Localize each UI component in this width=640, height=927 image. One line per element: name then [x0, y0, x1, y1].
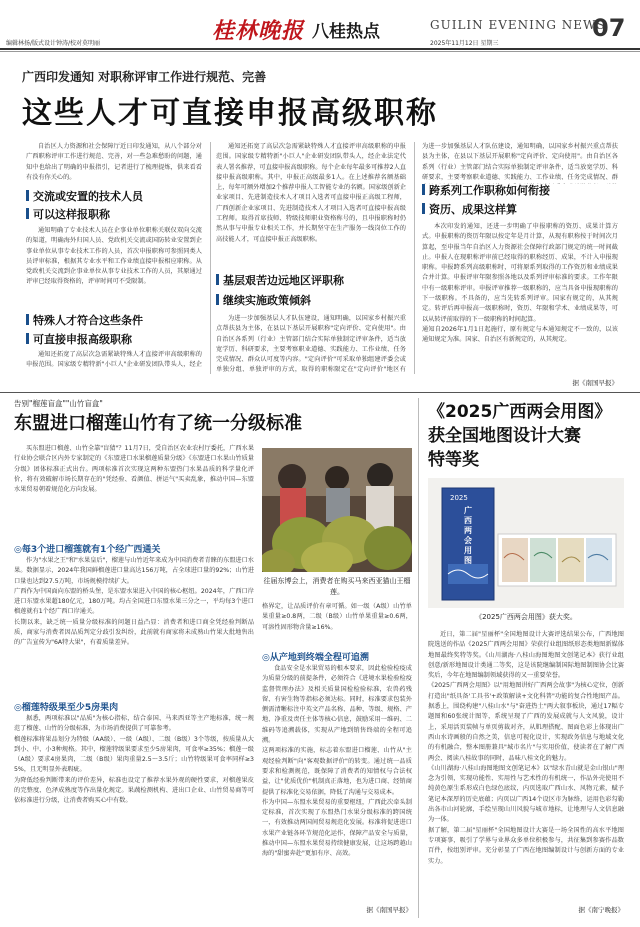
map-book-photo — [428, 478, 624, 608]
a1-para-d: 本次印发的通知，还进一步明确了申报职称的资历、成果计算方式。申报职称的资历年限以按定年是月计算，从现有职称按于时间次月算起，至申报当年自治区人力资源社会保障行政部门规定的统一时间截止。申报人在现职称评审前已经取得的职称经历、成果，不计入申报现职称。申报跨系列高级职称时，可将原系列取得的工作资历和业绩成果合并计算。申报评审年限参照各地以及系列评审标准的要求。工作年限中有一级职称评审。申报评审推荐一级职称的，应当具备申报现职称的下一级职称。不具备的，应当先转系列评审。国家有规定的，从其规定。转评后再申报高一级职称时，资历、年限和学术、业绩成果等，可以从转评前取得的下一级职称的时间起算。 通知自2026年1月1日起施行，原有规定与本通知规定不一致的，以该通知规定为准。国家、自治区有新规定的，从其规定。 — [422, 223, 618, 344]
section-title: 八桂热点 — [312, 22, 380, 42]
a2-para-2: 作为"水果之王"和"水果皇后"，榴莲与山竹近年来成为中国消费者青睐的东盟进口水果。数据显示，2024年我国鲜榴莲进口量高达156万吨，占全球进口量的92%；山竹进口量也达到27.5万吨，市场规模持续扩大。 广西作为中国面向东盟的桥头堡，是东盟水果进入中国的核心枢纽。2024年，广西口岸进口东盟水果超180亿元，180万吨。均占全国进口东盟水果三分之一，平均每3个进口榴莲就有1个经广西口岸通关。 长期以来，缺乏统一质量分级标准的问题日益凸显：消费者和进口商全凭经验判断品质，商家与消费者因品质判定分歧引发纠纷，此前就有商家将未成熟山竹果大批地售出的广告宣传为"6A特大果"，有着质量差异。 — [14, 557, 254, 647]
a1-para-b-start: 通知还拓宽了高层次急需紧缺特殊人才直接评审高级职称的申报范围。国家级专精特新"小巨人"企业研发团队带头人，经企 — [26, 351, 202, 369]
a1-headline: 这些人才可直接申报高级职称 — [22, 96, 438, 131]
a1-subhead-a2: 可以这样报职称 — [26, 206, 202, 223]
a1-subhead-d: 跨系列工作职称如何衔接 — [422, 182, 618, 199]
a2-kicker: 告别"榴莲盲盒""山竹盲盒" — [14, 399, 103, 408]
a2-subhead-3: ◎从产地到终端全程可追溯 — [262, 653, 369, 663]
map-book-caption: 《2025广西两会用图》获大奖。 — [475, 613, 577, 621]
header-rule — [0, 48, 640, 50]
column-divider — [418, 398, 419, 918]
a1-subhead-b: 特殊人才符合这些条件 — [26, 312, 202, 329]
a1-lead: 自治区人力资源和社会保障厅近日印发通知，从八个部分对广西职称评审工作进行规范、完善，对一些急难愁盼的问题，通知中也给出了明确的申报指引，记者进行了梳理提炼，供来看看有没有你关心的。 — [26, 143, 202, 181]
a2-subhead-1: ◎每3个进口榴莲就有1个经广西通关 — [14, 545, 161, 555]
a2-para-1: 买东盟进口榴莲、山竹全靠"盲猜"？11月7日，受自治区农业农村厅委托，广西水果行业协会联合区内外专家制定的《东盟进口水果榴莲质量分级》《东盟进口水果山竹质量分级》团体标准正式出台。两项标准首次实现这两种东盟热门水果品质的科学量化评价，将有效破解市场长期存在的"凭经验、看颜值、拼运气"买卖乱象，推动中国—东盟水果贸易朝着规范化方向发展。 — [14, 445, 254, 494]
a3-headline-1: 《2025广西两会用图》 — [428, 402, 612, 422]
a3-headline-3: 特等奖 — [428, 450, 479, 470]
a1-para-a: 通知明确了专业技术人员在企事业单位职称关联仅双向交流的渠道，明确海外归国人员、党政机关交流或国防转业安置到企事业单位从事专业技术工作的人员，首次申报职称可参照同类人员评审标准，根据其专业水平和工作业绩直接申报相应职称。从党政机关交流到企事业单位从事专业技术工作的人员，其原通过评审已经取得资格的，评审时间可不受限制。 — [26, 227, 202, 286]
a1-para-c-cont: 为进一步加强基层人才队伍建设，通知明确，以国家乡村振兴重点帮扶县为主体，在县以下基层开展职称"定向评价、定向使用"。由自治区各系列（行业）主管部门结合实际单独制定评审条件，适当放宽学历、科研要求，主要考察职业道德、实践能力、工作业绩、任务完成情况、群 — [422, 143, 618, 181]
a1-para-c: 为进一步加强基层人才队伍建设，通知明确，以国家乡村振兴重点帮扶县为主体，在县以下基层开展职称"定向评价、定向使用"。由自治区各系列（行业）主管部门结合实际单独制定评审条件，适当放宽学历、科研要求，主要考察职业道德、实践能力、工作业绩、任务完成情况、群众认可度等内容。"定向评价"可采取单独组建评委会或单独分组、单独评审的方式，取得的职称限定在"定向评价"地区有 — [216, 315, 406, 374]
a3-source: 据《南宁晚报》 — [578, 906, 624, 914]
a1-subhead-c: 基层艰苦边远地区评职称 — [216, 272, 406, 289]
a1-subhead-b2: 可直接申报高级职称 — [26, 331, 202, 348]
durian-caption: 往届东博会上，消费者在购买马来西亚猫山王榴莲。 — [263, 577, 411, 596]
english-title: GUILIN EVENING NEWS — [430, 18, 606, 32]
a2-headline: 东盟进口榴莲山竹有了统一分级标准 — [14, 413, 302, 434]
a1-subhead-d2: 资历、成果这样算 — [422, 201, 618, 218]
book-cover-title: 广西两会用图 — [464, 506, 472, 565]
durian-photo — [262, 448, 412, 572]
column-divider — [414, 142, 415, 374]
a1-source: 据《南国早报》 — [572, 379, 618, 387]
a2-para-4: 格界定，让品质评价有章可循。如一级（A级）山竹单果重量≥0.8两，二级（B级）山竹单果重量≥0.6两，可溶性固形物含量≥16%。 — [262, 603, 412, 631]
book-year: 2025 — [450, 494, 468, 502]
header-meta: 编辑林扬/版式设计钟涛/校对莫明丽 — [6, 40, 101, 47]
a2-para-5: 食品安全是水果贸易的根本要求，因此检验检疫成为质量分级的前提条件，必须符合《进境水果检验检疫监督管理办法》及相关质量国检检验标准，农兽药残留、有害生物等指标必须达标。同时，标准要求包装外侧需清晰标注中英文产品名称、品种、等级、规格、产地、净重及责任主体等核心信息，鼓励采用一维码、二维码等追溯载体，实现从产地到销售终端的全程可追溯。 这两项标准的实施，标志着东盟进口榴莲、山竹从"主观经验判断"向"客观数据评价"的转变。通过统一品质要求和检测规范，既保障了消费者的知情权与合法权益，让"优质优价"机制真正落地，也为进口商、经销商提供了标准化交易依据，降低了沟通与交易成本。 作为中国—东盟水果贸易的重要枢纽，广西此次牵头制定标准，首次实现了东盟热门水果分级标准的跨国统一，有效推动两国间贸易规范化发展。标准将促进进口水果产业链各环节规范化运作，保障产品安全与质量，推动中国—东盟水果贸易持续健康发展，让这场跨越山海的"甜蜜奔赴"更加有序、高效。 — [262, 665, 412, 858]
a2-para-3: 据悉，两项标准以"品质"为核心指标，结合泰国、马来西亚等主产地标准，统一规范了榴莲、山竹的分级标准，为市场消费提供了可靠参考。 榴莲标准将果品划分为特级（AA级）、一级（A级）、二级（B级）3个等级，按质量从大到小、中、小3种规格。其中，榴莲特级果要求至少5房果肉，可食率≥35%；榴莲一级（A级）要求4房果肉，二级（B级）果肉重量2.5～3.5斤；山竹特级果可食率同样≥35%，且无明显外表瑕疵。 为降低经验判断带来的评价差异，标准也设定了推荐水果外观的硬性要求，对榴莲果皮的完整度、色泽成熟度等作出量化规定。果蔬检测机构、进出口企业、山竹贸易商等可依标准进行分级，让消费者购买心中有数。 — [14, 715, 254, 805]
a1-subhead-c2: 继续实施政策倾斜 — [216, 292, 406, 309]
issue-date: 2025年11月12日 星期三 — [430, 40, 499, 47]
article-divider — [0, 392, 640, 393]
page-number: 07 — [592, 14, 626, 42]
a3-headline-2: 获全国地图设计大赛 — [428, 426, 581, 446]
a1-kicker: 广西印发通知 对职称评审工作进行规范、完善 — [22, 70, 267, 84]
a2-subhead-2: ◎榴莲特级果至少5房果肉 — [14, 703, 119, 713]
column-divider — [210, 142, 211, 374]
a1-para-b: 通知还拓宽了高层次急需紧缺特殊人才直接评审高级职称的申报范围。国家级专精特新"小巨人"企业研发团队带头人，经企业法定代表人署名推荐，可直接申报高级职称。每个企业每年最多可推荐2人直接申报高级职称。其中，申报正高级最多1人。在上述推荐名额基础上，每年可额外增加2个推荐申报人工智能专业的名额。国家级创新企业家项目、先进制造技术人才项目入选者可直接申报正高级工程师，广西创新企业家项目、先进制造技术人才项目入选者可直接申报高级工程师。取得首席技师、特级技师职业资格称号的，且申报职称时仍然从事与申报专业相关工作，并长期坚守在生产服务一线岗位工作的高技能人才，可直接申报正高级职称。 — [216, 143, 406, 243]
a2-source: 据《南国早报》 — [366, 906, 412, 914]
header-thin-rule — [0, 51, 640, 52]
a3-body: 近日，第二届"星丽杯"全国地图设计大赛评选结果公布，广西地图院选送的作品《2025广西两会用图》荣获行业组图纸形态类地图新媒体地图最终奖特等奖。《山川湖海·八桂山海图地图文创笔记本》获行业组创意/新形地图设计类通二等奖，这是该院继编制国际地图制图协会比赛奖后，今年在地图编制领域获得的又一重要荣誉。 《2025广西两会用图》以"用地图讲好广西两会故事"为核心定位，创新打造出"纸具备'工具书'+政策解读+文化科普"功能的复合性地图产品。据悉上，围绕构建"八桂山水"与"奋进热土"两大叙事板块，通过17幅专题图和60张统计图等，系统呈现了广西的发展成就与人文风貌，设计上，采用活页装帧与单页剪裁对齐，从肌理搭配、图面色彩上体现出广西山水诗画般的自然之美，信息可视化设计，实现政务信息与地域文化的有机融合，整本图册兼具"城市名片"与实用价值，使读者在了解广西两会、阅读八桂故事的同时，品味八桂文化的魅力。 《山川湖海·八桂山海图地图文创笔记本》以"绿水青山就是金山银山"理念为引领，实现功能性、实用性与艺术性的有机统一，作品外壳使用不纯黄色原生系形成白色绿色底纹，内页选取广西山水、风物元素，赋予笔记本深厚的历史底蕴；内页以广西14个设区市为脉络，运用色彩勾勒出各市山河轮廓，手绘呈现山川风貌与城市地标，让地理与人文信息融为一体。 据了解，第二届"星丽杯"全国地图设计大赛是一场全国性的高水平地图专项赛事，吸引了学界与业界众多单位积极参与，共征集到参赛作品数百件，按组别评审。充分彰显了广西在地图编制设计与创新方面的专业实力。 — [428, 631, 624, 865]
a1-subhead-a: 交流或安置的技术人员 — [26, 188, 202, 205]
newspaper-logo: 桂林晚报 — [212, 18, 305, 44]
